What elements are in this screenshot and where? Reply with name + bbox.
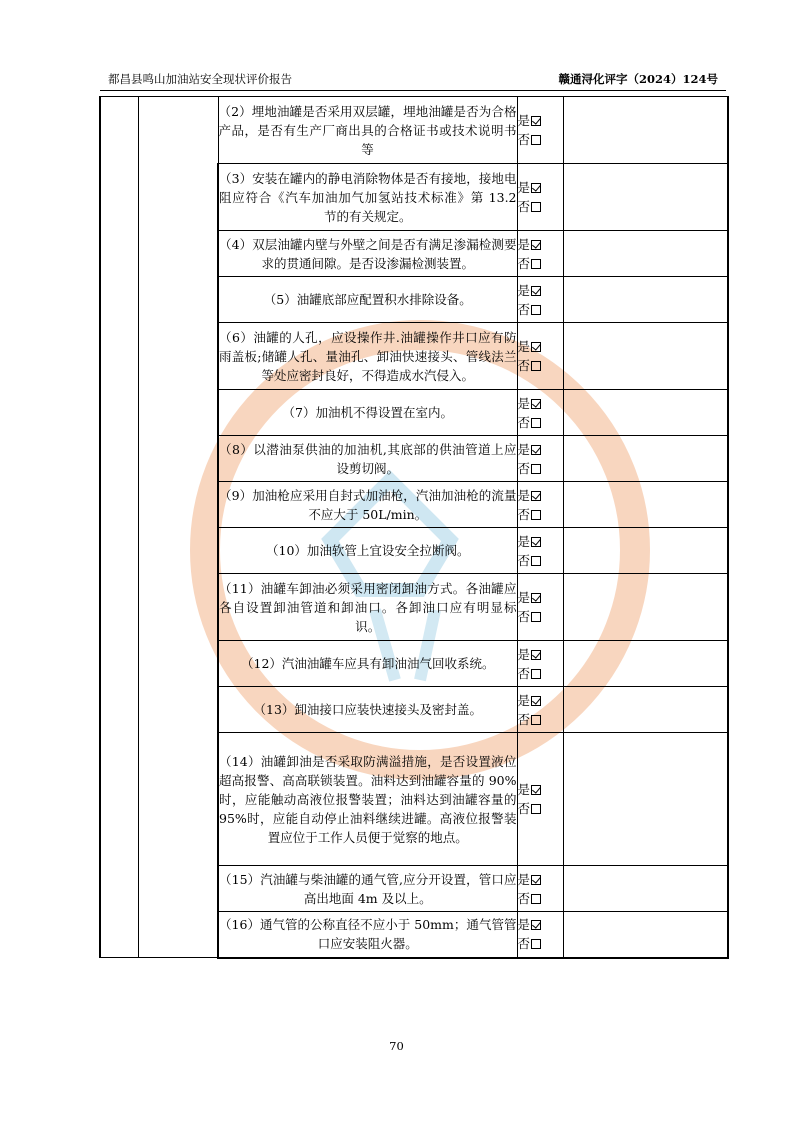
checked-box-icon[interactable]: [531, 116, 541, 126]
yes-no-cell: [517, 231, 563, 277]
checked-box-icon[interactable]: [531, 875, 541, 885]
remark-cell: [563, 231, 728, 277]
yes-option: [518, 870, 563, 889]
yes-label: 是: [517, 282, 531, 298]
no-label: 否: [517, 552, 531, 568]
no-option: [518, 130, 563, 149]
yes-option: [518, 691, 563, 710]
check-item-cell: [218, 436, 517, 482]
checked-box-icon[interactable]: [531, 920, 541, 930]
no-option: [518, 664, 563, 683]
no-label: 否: [517, 506, 531, 522]
empty-box-icon[interactable]: [531, 418, 541, 428]
yes-no-cell: [517, 687, 563, 733]
no-option: [518, 459, 563, 478]
check-item-text: （5）油罐底部应配置积水排除设备。: [263, 292, 472, 307]
empty-box-icon[interactable]: [531, 510, 541, 520]
no-label: 否: [517, 711, 531, 727]
header-divider: [100, 90, 726, 91]
check-item-text: （6）油罐的人孔，应设操作井.油罐操作井口应有防雨盖板;储罐人孔、量油孔、卸油快速接头、管线法兰等处应密封良好，不得造成水汽侵入。: [219, 329, 517, 383]
checked-box-icon[interactable]: [531, 399, 541, 409]
no-option: [518, 799, 563, 818]
no-label: 否: [517, 358, 531, 373]
no-option: [518, 356, 563, 375]
page-header: [108, 71, 718, 87]
checked-box-icon[interactable]: [531, 342, 541, 352]
yes-no-cell: [517, 912, 563, 958]
remark-cell: [563, 390, 728, 436]
yes-label: 是: [517, 533, 531, 549]
yes-no-cell: [517, 277, 563, 323]
no-option: [518, 197, 563, 216]
yes-label: 是: [517, 339, 531, 354]
yes-option: [518, 337, 563, 356]
yes-label: 是: [517, 917, 531, 933]
empty-box-icon[interactable]: [531, 804, 541, 814]
no-option: [518, 889, 563, 908]
yes-option: [518, 281, 563, 300]
check-item-cell: [218, 641, 517, 687]
check-item-text: （7）加油机不得设置在室内。: [282, 405, 453, 420]
remark-cell: [563, 97, 728, 164]
checked-box-icon[interactable]: [531, 785, 541, 795]
check-item-text: （8）以潜油泵供油的加油机,其底部的供油管道上应设剪切阀。: [219, 441, 517, 476]
empty-box-icon[interactable]: [531, 135, 541, 145]
checked-box-icon[interactable]: [531, 445, 541, 455]
check-item-cell: [218, 231, 517, 277]
empty-box-icon[interactable]: [531, 669, 541, 679]
check-item-text: （16）通气管的公称直径不应小于 50mm；通气管管口应安装阻火器。: [219, 917, 517, 952]
remark-cell: [563, 641, 728, 687]
no-option: [518, 413, 563, 432]
no-label: 否: [517, 936, 531, 952]
subcategory-cell: [138, 97, 218, 958]
empty-box-icon[interactable]: [531, 894, 541, 904]
no-option: [518, 254, 563, 273]
check-item-text: （9）加油枪应采用自封式加油枪，汽油加油枪的流量不应大于 50L/min。: [219, 487, 517, 522]
empty-box-icon[interactable]: [531, 612, 541, 622]
yes-option: [518, 645, 563, 664]
yes-label: 是: [517, 180, 531, 195]
checked-box-icon[interactable]: [531, 491, 541, 501]
yes-label: 是: [517, 236, 531, 252]
remark-cell: [563, 687, 728, 733]
page-number: 70: [389, 1039, 404, 1053]
checked-box-icon[interactable]: [531, 650, 541, 660]
remark-cell: [563, 574, 728, 641]
yes-label: 是: [517, 590, 531, 605]
remark-cell: [563, 323, 728, 390]
no-label: 否: [517, 460, 531, 476]
yes-label: 是: [517, 871, 531, 887]
checked-box-icon[interactable]: [531, 183, 541, 193]
check-item-text: （14）油罐卸油是否采取防满溢措施，是否设置液位超高报警、高高联锁装置。油料达到油罐容量的 90%时，应能触动高液位报警装置；油料达到油罐容量的 95%时，应能自动停止油料继续进罐。高液位报警装置应位于工作人员便于觉察的地点。: [219, 753, 517, 845]
checked-box-icon[interactable]: [531, 286, 541, 296]
remark-cell: [563, 866, 728, 912]
yes-no-cell: [517, 436, 563, 482]
check-item-cell: [218, 97, 517, 164]
yes-no-cell: [517, 164, 563, 231]
table-row: [100, 97, 728, 164]
yes-no-cell: [517, 97, 563, 164]
yes-no-cell: [517, 390, 563, 436]
inspection-checklist-table: [99, 96, 729, 959]
empty-box-icon[interactable]: [531, 259, 541, 269]
yes-option: [518, 178, 563, 197]
check-item-cell: [218, 687, 517, 733]
check-item-text: （2）埋地油罐是否采用双层罐，埋地油罐是否为合格产品，是否有生产厂商出具的合格证书或技术说明书等: [218, 103, 517, 157]
yes-label: 是: [517, 782, 531, 797]
yes-option: [518, 235, 563, 254]
yes-no-cell: [517, 574, 563, 641]
check-item-cell: [218, 912, 517, 958]
no-option: [518, 710, 563, 729]
yes-no-cell: [517, 866, 563, 912]
check-item-cell: [218, 733, 517, 866]
check-item-cell: [218, 390, 517, 436]
no-option: [518, 505, 563, 524]
yes-no-cell: [517, 482, 563, 528]
no-label: 否: [517, 255, 531, 271]
yes-option: [518, 915, 563, 934]
yes-option: [518, 486, 563, 505]
no-option: [518, 607, 563, 626]
check-item-cell: [218, 866, 517, 912]
checked-box-icon[interactable]: [531, 593, 541, 603]
remark-cell: [563, 164, 728, 231]
empty-box-icon[interactable]: [531, 464, 541, 474]
yes-no-cell: [517, 528, 563, 574]
no-label: 否: [517, 199, 531, 214]
check-item-text: （11）油罐车卸油必须采用密闭卸油方式。各油罐应各自设置卸油管道和卸油口。各卸油口应有明显标识。: [219, 580, 517, 634]
remark-cell: [563, 528, 728, 574]
no-label: 否: [517, 609, 531, 624]
empty-box-icon[interactable]: [531, 361, 541, 371]
remark-cell: [563, 912, 728, 958]
checked-box-icon[interactable]: [531, 696, 541, 706]
yes-no-cell: [517, 733, 563, 866]
check-item-text: （10）加油软管上宜设安全拉断阀。: [266, 543, 470, 558]
check-item-text: （15）汽油罐与柴油罐的通气管,应分开设置，管口应高出地面 4m 及以上。: [219, 871, 517, 906]
empty-box-icon[interactable]: [531, 715, 541, 725]
yes-label: 是: [517, 692, 531, 708]
report-title: 都昌县鸣山加油站安全现状评价报告: [108, 72, 292, 86]
check-item-cell: [218, 528, 517, 574]
remark-cell: [563, 436, 728, 482]
yes-label: 是: [517, 441, 531, 457]
no-label: 否: [517, 890, 531, 906]
remark-cell: [563, 482, 728, 528]
remark-cell: [563, 277, 728, 323]
yes-no-cell: [517, 641, 563, 687]
yes-option: [518, 111, 563, 130]
yes-label: 是: [517, 113, 531, 128]
no-option: [518, 551, 563, 570]
no-option: [518, 300, 563, 319]
checked-box-icon[interactable]: [531, 240, 541, 250]
yes-option: [518, 440, 563, 459]
empty-box-icon[interactable]: [531, 202, 541, 212]
no-label: 否: [517, 665, 531, 681]
yes-label: 是: [517, 395, 531, 411]
yes-option: [518, 394, 563, 413]
check-item-text: （13）卸油接口应装快速接头及密封盖。: [253, 702, 482, 717]
check-item-cell: [218, 164, 517, 231]
empty-box-icon[interactable]: [531, 556, 541, 566]
no-label: 否: [517, 132, 531, 147]
check-item-cell: [218, 323, 517, 390]
category-cell: [100, 97, 138, 958]
remark-cell: [563, 733, 728, 866]
empty-box-icon[interactable]: [531, 305, 541, 315]
yes-label: 是: [517, 646, 531, 662]
no-option: [518, 934, 563, 953]
report-number: 赣通浔化评字（2024）124号: [558, 72, 718, 86]
yes-option: [518, 532, 563, 551]
check-item-text: （4）双层油罐内壁与外壁之间是否有满足渗漏检测要求的贯通间隙。是否设渗漏检测装置。: [219, 236, 517, 271]
check-item-cell: [218, 574, 517, 641]
empty-box-icon[interactable]: [531, 939, 541, 949]
no-label: 否: [517, 301, 531, 317]
check-item-cell: [218, 482, 517, 528]
yes-option: [518, 780, 563, 799]
check-item-text: （3）安装在罐内的静电消除物体是否有接地，接地电阻应符合《汽车加油加气加氢站技术标准》第 13.2 节的有关规定。: [219, 170, 517, 224]
checked-box-icon[interactable]: [531, 537, 541, 547]
no-label: 否: [517, 801, 531, 816]
check-item-cell: [218, 277, 517, 323]
no-label: 否: [517, 414, 531, 430]
check-item-text: （12）汽油油罐车应具有卸油油气回收系统。: [241, 656, 495, 671]
yes-no-cell: [517, 323, 563, 390]
yes-option: [518, 588, 563, 607]
yes-label: 是: [517, 487, 531, 503]
